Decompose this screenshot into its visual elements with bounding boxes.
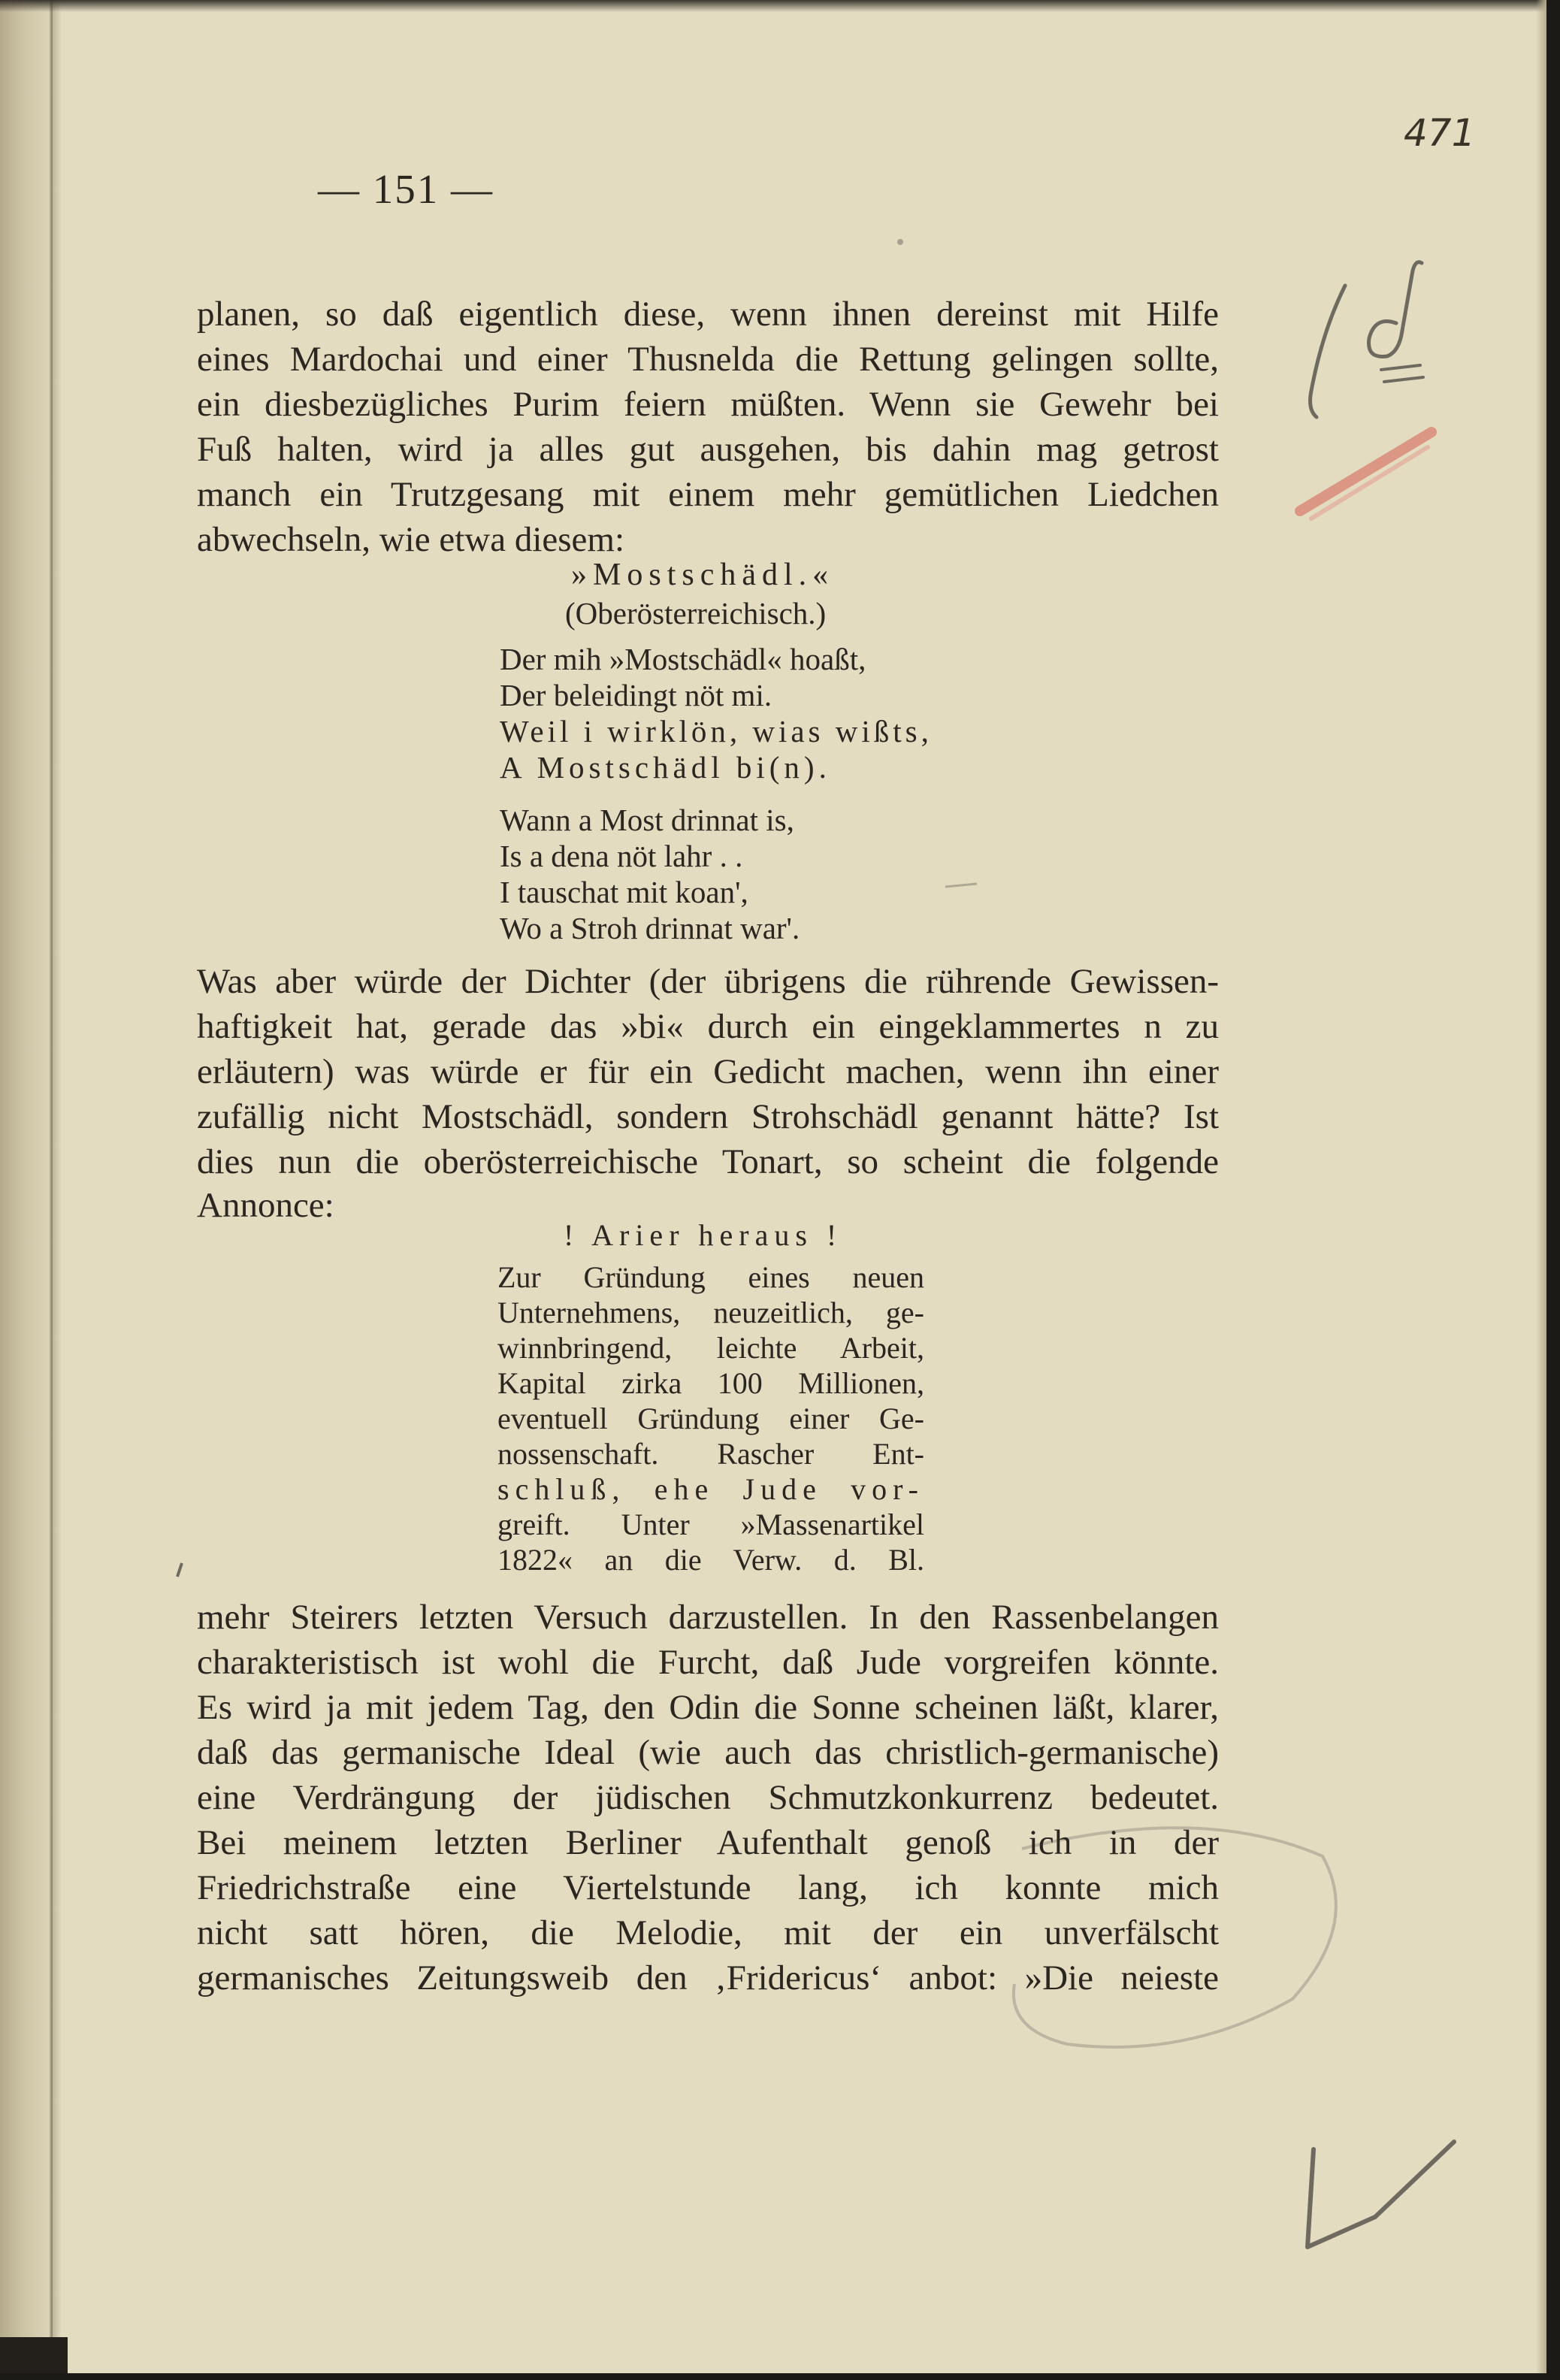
advertisement-line: Zur Gründung eines neuen (497, 1260, 924, 1294)
pencil-equals-mark (1381, 365, 1423, 382)
advertisement-line: schluß, ehe Jude vor- (497, 1472, 924, 1506)
paragraph-1-line: ein diesbezügliches Purim feiern müßten. Wenn sie Gewehr bei (197, 385, 1219, 424)
advertisement-line: eventuell Gründung einer Ge- (497, 1402, 924, 1435)
advertisement-line: Kapital zirka 100 Millionen, (497, 1366, 924, 1400)
advertisement-line: Unternehmens, neuzeitlich, ge- (497, 1296, 924, 1329)
paragraph-3-line: mehr Steirers letzten Versuch darzustellen. In den Rassenbelangen (197, 1598, 1219, 1637)
paragraph-2-line: dies nun die oberösterreichische Tonart, so scheint die folgende (197, 1142, 1219, 1181)
handwritten-folio-number: 471 (1404, 111, 1476, 155)
paragraph-1-line: Fuß halten, wird ja alles gut ausgehen, bis dahin mag getrost (197, 430, 1219, 469)
binding-corner (0, 2337, 68, 2373)
paragraph-2-line: Annonce: (197, 1186, 334, 1225)
pencil-bracket-mark (1311, 286, 1345, 417)
paragraph-3-line: eine Verdrängung der jüdischen Schmutzkonkurrenz bedeutet. (197, 1778, 1219, 1817)
advertisement-line: 1822« an die Verw. d. Bl. (497, 1543, 924, 1577)
paragraph-2-line: zufällig nicht Mostschädl, sondern Strohschädl genannt hätte? Ist (197, 1097, 1219, 1136)
pencil-check-mark (1308, 2142, 1454, 2247)
advertisement-heading: ! Arier heraus ! (564, 1218, 843, 1252)
paragraph-3-line: Es wird ja mit jedem Tag, den Odin die Sonne scheinen läßt, klarer, (197, 1688, 1219, 1727)
paragraph-1-line: manch ein Trutzgesang mit einem mehr gemütlichen Liedchen (197, 475, 1219, 514)
poem-stanza-1-line: Weil i wirklön, wias wißts, (500, 714, 933, 748)
poem-stanza-1-line: Der beleidingt nöt mi. (500, 678, 772, 712)
paragraph-3-line: daß das germanische Ideal (wie auch das christlich-germanische) (197, 1733, 1219, 1772)
poem-stanza-1-line: Der mih »Mostschädl« hoaßt, (500, 642, 866, 676)
paragraph-3-line: Friedrichstraße eine Viertelstunde lang, ich konnte mich (197, 1868, 1219, 1907)
red-crayon-stroke (1300, 432, 1432, 511)
paragraph-3-line: germanisches Zeitungsweib den ‚Fridericus‘ anbot: »Die neieste (197, 1958, 1219, 1997)
paragraph-2-line: haftigkeit hat, gerade das »bi« durch ein eingeklammertes n zu (197, 1007, 1219, 1046)
paragraph-1-line: planen, so daß eigentlich diese, wenn ihnen dereinst mit Hilfe (197, 295, 1219, 334)
poem-title: »Mostschädl.« (571, 558, 835, 592)
advertisement-line: greift. Unter »Massenartikel (497, 1508, 924, 1541)
paragraph-3-line: nicht satt hören, die Melodie, mit der ein unverfälscht (197, 1913, 1219, 1952)
paragraph-2-line: Was aber würde der Dichter (der übrigens die rührende Gewissen- (197, 962, 1219, 1001)
paragraph-1-line: abwechseln, wie etwa diesem: (197, 520, 625, 559)
paragraph-1-line: eines Mardochai und einer Thusnelda die Rettung gelingen sollte, (197, 340, 1219, 379)
poem-stanza-2-line: Is a dena nöt lahr . . (500, 839, 743, 873)
advertisement-line: nossenschaft. Rascher Ent- (497, 1437, 924, 1471)
paragraph-3-line: Bei meinem letzten Berliner Aufenthalt genoß ich in der (197, 1823, 1219, 1862)
poem-subtitle: (Oberösterreichisch.) (565, 596, 827, 631)
paragraph-3-line: charakteristisch ist wohl die Furcht, daß Jude vorgreifen könnte. (197, 1643, 1219, 1682)
poem-stanza-2-line: Wo a Stroh drinnat war'. (500, 911, 800, 945)
page-number: — 151 — (318, 166, 494, 212)
poem-stanza-2-line: Wann a Most drinnat is, (500, 803, 794, 837)
poem-stanza-1-line: A Mostschädl bi(n). (500, 750, 831, 785)
poem-stanza-2-line: I tauschat mit koan', (500, 875, 748, 909)
pencil-letter-d (1369, 262, 1422, 357)
paragraph-2-line: erläutern) was würde er für ein Gedicht machen, wenn ihn einer (197, 1052, 1219, 1091)
advertisement-line: winnbringend, leichte Arbeit, (497, 1331, 924, 1365)
